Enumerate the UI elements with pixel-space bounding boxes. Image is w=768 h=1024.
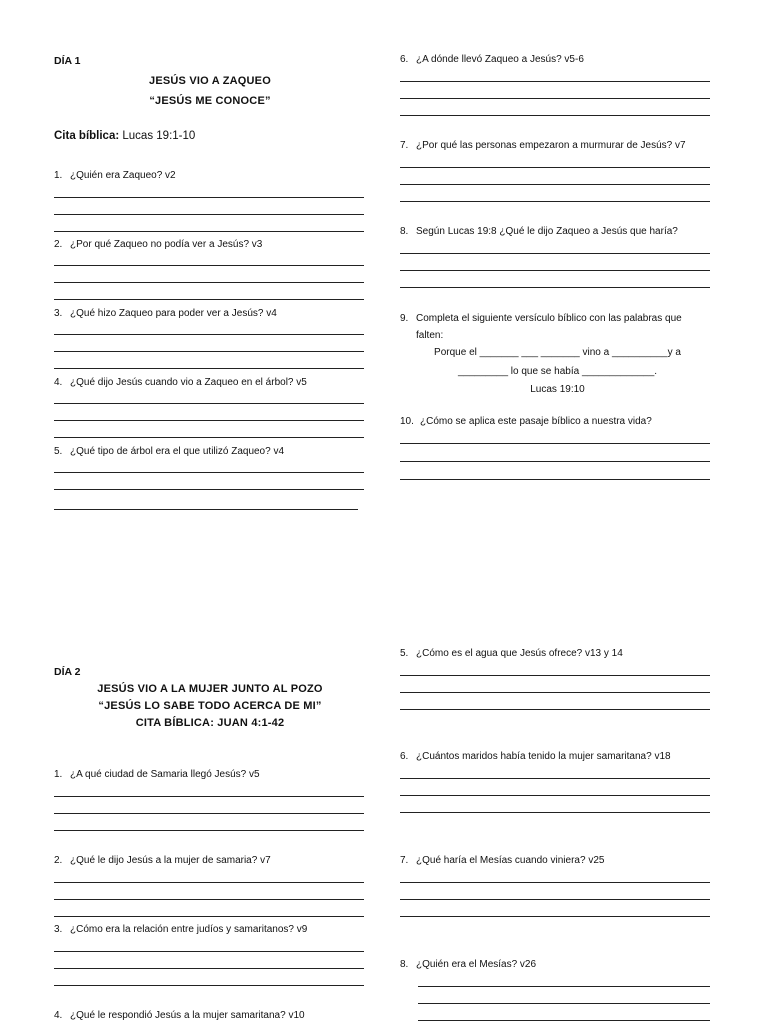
question-text: ¿Quién era Zaqueo? v2 [70,170,176,181]
question-text: ¿Por qué las personas empezaron a murmurar de Jesús? v7 [416,140,686,151]
question-2 [54,239,262,250]
answer-line[interactable] [400,98,710,99]
question-number: 6. [400,751,409,762]
question-text: ¿Qué hizo Zaqueo para poder ver a Jesús? v4 [70,308,277,319]
question-10 [400,416,652,427]
answer-line[interactable] [400,184,710,185]
verse-fill-line-2[interactable]: _________ lo que se había _____________. [457,366,658,377]
question-8 [400,226,678,237]
question-text: ¿Qué dijo Jesús cuando vio a Zaqueo en el árbol? v5 [70,377,307,388]
day2-bible-citation: CITA BÍBLICA: JUAN 4:1-42 [135,717,285,729]
question-7 [400,855,604,866]
answer-line[interactable] [400,675,710,676]
answer-line[interactable] [54,509,358,510]
answer-line[interactable] [400,167,710,168]
question-number: 7. [400,855,409,866]
answer-line[interactable] [54,472,364,473]
citation-label: Cita bíblica: [54,130,120,142]
question-number: 1. [54,769,63,780]
answer-line[interactable] [54,334,364,335]
question-text: ¿Qué haría el Mesías cuando viniera? v25 [416,855,605,866]
answer-line[interactable] [400,461,710,462]
question-9 [400,313,682,324]
answer-line[interactable] [54,916,364,917]
question-9-continuation: falten: [416,330,444,341]
answer-line[interactable] [54,968,364,969]
question-text: ¿Cuántos maridos había tenido la mujer samaritana? v18 [416,751,671,762]
answer-line[interactable] [400,287,710,288]
question-text: ¿Qué le respondió Jesús a la mujer samaritana? v10 [70,1010,305,1021]
answer-line[interactable] [54,796,364,797]
answer-line[interactable] [400,882,710,883]
question-number: 4. [54,377,63,388]
answer-line[interactable] [54,231,364,232]
answer-line[interactable] [400,812,710,813]
question-2 [54,855,271,866]
question-text: ¿Qué tipo de árbol era el que utilizó Zaqueo? v4 [70,446,285,457]
answer-line[interactable] [400,201,710,202]
question-6 [400,751,671,762]
answer-line[interactable] [400,899,710,900]
answer-line[interactable] [54,197,364,198]
answer-line[interactable] [54,437,364,438]
question-number: 10. [400,416,414,427]
question-text: ¿Qué le dijo Jesús a la mujer de samaria? v7 [70,855,271,866]
answer-line[interactable] [54,830,364,831]
answer-line[interactable] [54,420,364,421]
answer-line[interactable] [400,778,710,779]
question-5 [54,446,284,457]
question-1 [54,170,176,181]
verse-reference: Lucas 19:10 [530,384,585,395]
answer-line[interactable] [54,351,364,352]
day1-title: JESÚS VIO A ZAQUEO [149,75,271,87]
answer-line[interactable] [418,986,710,987]
question-7 [400,140,686,151]
question-1 [54,769,260,780]
answer-line[interactable] [400,115,710,116]
question-text: Según Lucas 19:8 ¿Qué le dijo Zaqueo a Jesús que haría? [416,226,678,237]
question-number: 5. [400,648,409,659]
question-text: ¿Quién era el Mesías? v26 [416,959,537,970]
day1-label: DÍA 1 [54,55,81,67]
answer-line[interactable] [54,882,364,883]
question-3 [54,924,307,935]
question-text: ¿A dónde llevó Zaqueo a Jesús? v5-6 [416,54,584,65]
answer-line[interactable] [400,795,710,796]
answer-line[interactable] [400,81,710,82]
answer-line[interactable] [54,299,364,300]
day2-title: JESÚS VIO A LA MUJER JUNTO AL POZO [97,683,323,695]
answer-line[interactable] [400,709,710,710]
answer-line[interactable] [400,916,710,917]
answer-line[interactable] [400,443,710,444]
question-number: 8. [400,226,409,237]
answer-line[interactable] [400,692,710,693]
answer-line[interactable] [54,951,364,952]
question-number: 3. [54,924,63,935]
question-3 [54,308,277,319]
question-4 [54,377,307,388]
answer-line[interactable] [418,1020,710,1021]
question-text: ¿A qué ciudad de Samaria llegó Jesús? v5 [70,769,260,780]
question-number: 2. [54,855,63,866]
answer-line[interactable] [54,813,364,814]
answer-line[interactable] [54,265,364,266]
answer-line[interactable] [54,214,364,215]
question-number: 6. [400,54,409,65]
day1-bible-citation [54,130,195,142]
question-6 [400,54,584,65]
question-number: 5. [54,446,63,457]
question-number: 4. [54,1010,63,1021]
day2-subtitle: “JESÚS LO SABE TODO ACERCA DE MI” [98,700,322,712]
question-number: 2. [54,239,63,250]
answer-line[interactable] [54,282,364,283]
day1-subtitle: “JESÚS ME CONOCE” [149,95,271,107]
answer-line[interactable] [54,368,364,369]
question-text: ¿Cómo era la relación entre judíos y samaritanos? v9 [70,924,308,935]
answer-line[interactable] [400,479,710,480]
question-8 [400,959,536,970]
answer-line[interactable] [54,985,364,986]
answer-line[interactable] [54,899,364,900]
question-4 [54,1010,305,1021]
question-text: ¿Cómo se aplica este pasaje bíblico a nuestra vida? [420,416,652,427]
question-5 [400,648,623,659]
question-number: 3. [54,308,63,319]
question-text: ¿Por qué Zaqueo no podía ver a Jesús? v3 [70,239,263,250]
question-number: 8. [400,959,409,970]
answer-line[interactable] [400,253,710,254]
answer-line[interactable] [400,270,710,271]
question-number: 9. [400,313,409,324]
question-number: 1. [54,170,63,181]
question-text: Completa el siguiente versículo bíblico con las palabras que [416,313,682,324]
answer-line[interactable] [54,489,364,490]
verse-fill-line-1[interactable]: Porque el _______ ___ _______ vino a __________y a [434,347,681,358]
question-number: 7. [400,140,409,151]
answer-line[interactable] [418,1003,710,1004]
day2-label: DÍA 2 [54,666,81,678]
question-text: ¿Cómo es el agua que Jesús ofrece? v13 y 14 [416,648,623,659]
citation-reference: Lucas 19:1-10 [122,130,196,142]
answer-line[interactable] [54,403,364,404]
